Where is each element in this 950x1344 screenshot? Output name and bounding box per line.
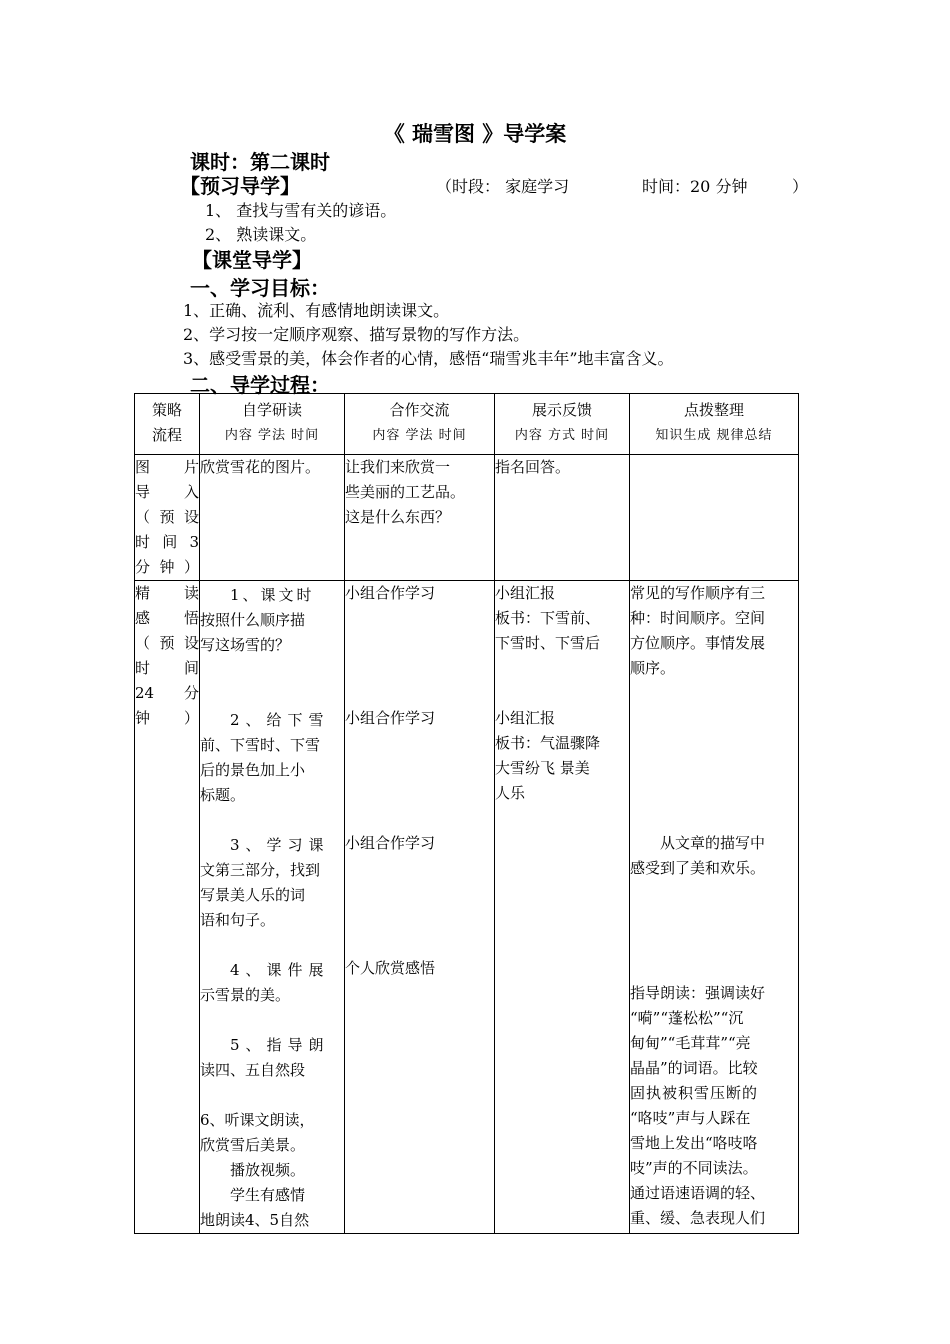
preview-close: ） bbox=[792, 177, 809, 196]
feedback-cell: 小组汇报 板书：下雪前、 下雪时、下雪后 小组汇报 板书：气温骤降 大雪纷飞 景美 人乐 bbox=[495, 581, 630, 1234]
goals-heading: 一、学习目标： bbox=[190, 276, 330, 300]
preview-item-1: 1、 查找与雪有关的谚语。 bbox=[205, 201, 397, 220]
cooperation-cell: 小组合作学习 小组合作学习 小组合作学习 个人欣赏感悟 bbox=[345, 581, 495, 1234]
flow-cell: 图 片 导 入 （预设 时间3 分钟） bbox=[135, 455, 200, 581]
header-cooperation: 合作交流 内容 学法 时间 bbox=[345, 394, 495, 455]
table-header-row bbox=[135, 394, 799, 455]
task-6: 6、听课文朗读， 欣赏雪后美景。 播放视频。 学生有感情 地朗读4、5自然 bbox=[200, 1111, 315, 1229]
flow-cell: 精 读 感 悟 （预设 时 间 24 分 钟） bbox=[135, 581, 200, 1234]
header-self-study: 自学研读 内容 学法 时间 bbox=[200, 394, 345, 455]
feedback-cell: 指名回答。 bbox=[495, 455, 630, 581]
self-study-cell bbox=[200, 581, 345, 1234]
self-study-cell: 欣赏雪花的图片。 bbox=[200, 455, 345, 581]
cooperation-cell: 让我们来欣赏一 些美丽的工艺品。 这是什么东西？ bbox=[345, 455, 495, 581]
preview-heading: 【预习导学】 bbox=[180, 174, 300, 198]
table-row bbox=[135, 581, 799, 1234]
header-strategy: 策略 流程 bbox=[135, 394, 200, 455]
preview-item-2: 2、 熟读课文。 bbox=[205, 225, 317, 244]
task-4: 4、课件展 示雪景的美。 bbox=[200, 961, 330, 1004]
process-heading: 二、导学过程： bbox=[190, 373, 330, 397]
goal-item-3: 3、感受雪景的美，体会作者的心情，感悟“瑞雪兆丰年”地丰富含义。 bbox=[183, 349, 674, 368]
page-title: 《 瑞雪图 》导学案 bbox=[383, 122, 567, 146]
goal-item-1: 1、正确、流利、有感情地朗读课文。 bbox=[183, 301, 450, 320]
header-feedback: 展示反馈 内容 方式 时间 bbox=[495, 394, 630, 455]
guidance-cell: 常见的写作顺序有三 种：时间顺序。空间 方位顺序。事情发展 顺序。 从文章的描写中 感受到了美和欢乐。 指导朗读：强调读好 “嗬”“蓬松松”“沉 甸甸”“毛茸茸”“亮 晶晶”的词语。比较 固执被积雪压断的 “咯吱”声与人踩在 雪地上发出“咯吱咯 吱”声的不同读法。 通过语速语调的轻、 重、缓、急表现人们 bbox=[630, 581, 799, 1234]
task-1: 1、课文时 按照什么顺序描 写这场雪的？ bbox=[200, 586, 315, 654]
classroom-heading: 【课堂导学】 bbox=[192, 248, 312, 272]
lesson-period: 课时：第二课时 bbox=[190, 150, 330, 174]
header-guidance: 点拨整理 知识生成 规律总结 bbox=[630, 394, 799, 455]
task-5: 5、指导朗 读四、五自然段 bbox=[200, 1036, 330, 1079]
preview-period: （时段： 家庭学习 bbox=[436, 177, 570, 196]
guidance-cell bbox=[630, 455, 799, 581]
preview-time: 时间：20 分钟 bbox=[642, 177, 748, 196]
table-row bbox=[135, 455, 799, 581]
guide-process-table bbox=[134, 393, 799, 1234]
task-3: 3、学习课 文第三部分，找到 写景美人乐的词 语和句子。 bbox=[200, 836, 330, 929]
goal-item-2: 2、学习按一定顺序观察、描写景物的写作方法。 bbox=[183, 325, 530, 344]
task-2: 2、给下雪 前、下雪时、下雪 后的景色加上小 标题。 bbox=[200, 711, 330, 804]
